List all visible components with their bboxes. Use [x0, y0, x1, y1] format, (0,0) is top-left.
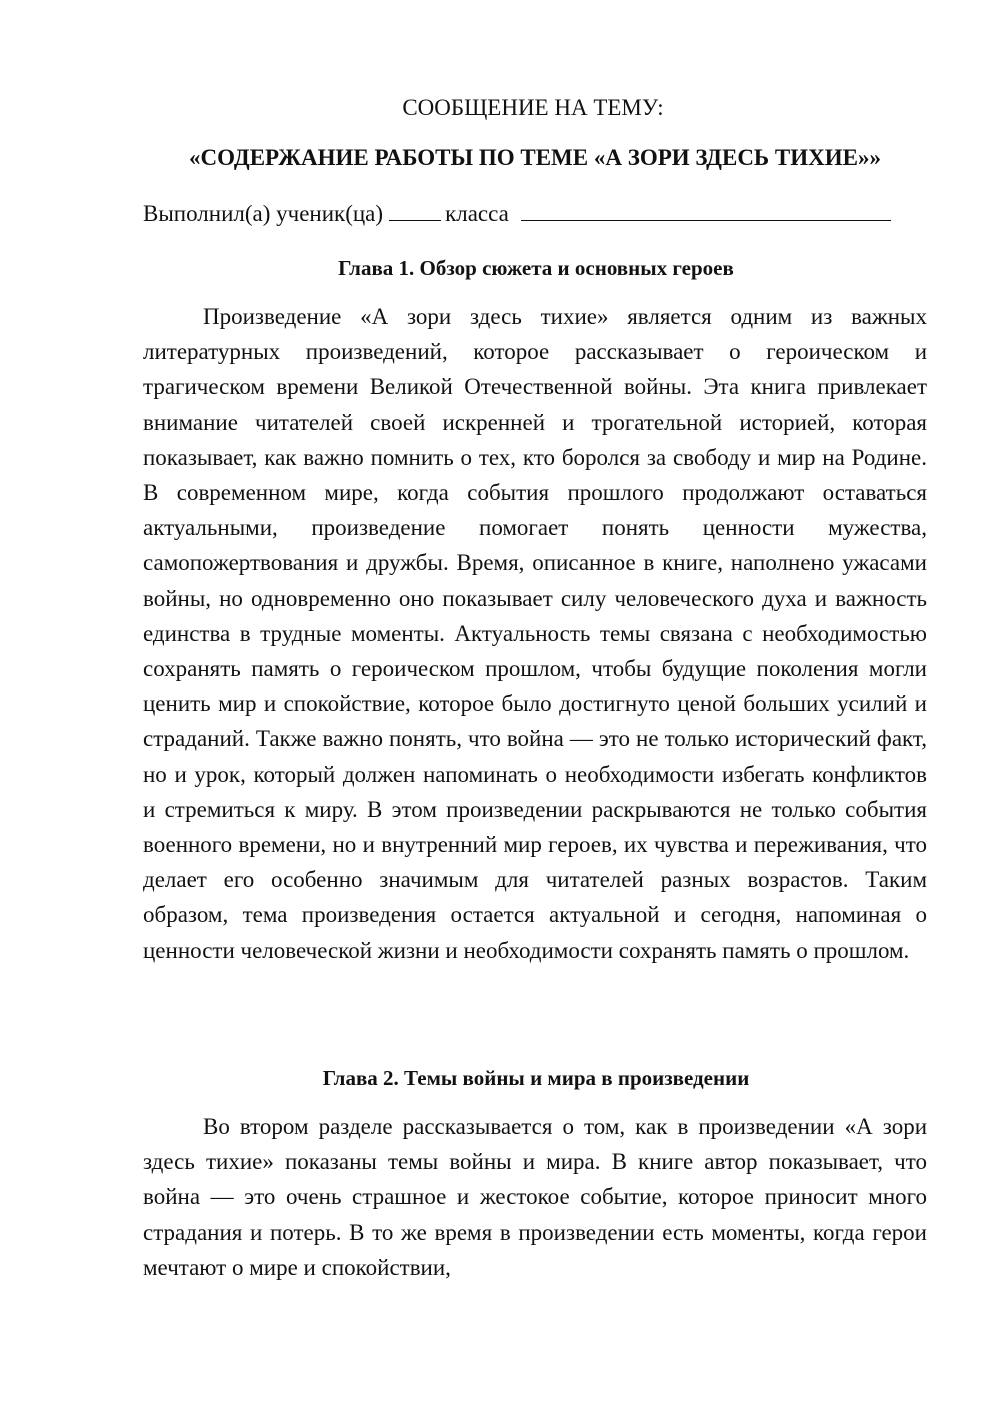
chapter-2-paragraph: Во втором разделе рассказывается о том, как в произведении «А зори здесь тихие» показаны темы войны и мира. В книге автор показывает, что война — это очень страшное и жестокое событие, которое приносит много страдания и потерь. В то же время в произведении есть моменты, когда герои мечтают о мире и спокойствии,	[143, 1114, 927, 1280]
author-line	[143, 198, 891, 229]
author-prefix-label: Выполнил(а) ученик(ца)	[143, 201, 384, 226]
class-number-blank	[389, 198, 441, 221]
student-name-blank	[521, 198, 891, 221]
chapter-1-paragraph: Произведение «А зори здесь тихие» является одним из важных литературных произведений, которое рассказывает о героическом и трагическом времени Великой Отечественной войны. Эта книга привлекает внимание читателей своей искренней и трогательной историей, которая показывает, как важно помнить о тех, кто боролся за свободу и мир на Родине. В современном мире, когда события прошлого продолжают оставаться актуальными, произведение помогает понять ценности мужества, самопожертвования и дружбы. Время, описанное в книге, наполнено ужасами войны, но одновременно оно показывает силу человеческого духа и важность единства в трудные моменты. Актуальность темы связана с необходимостью сохранять память о героическом прошлом, чтобы будущие поколения могли ценить мир и спокойствие, которое было достигнуто ценой больших усилий и страданий. Также важно понять, что война — это не только исторический факт, но и урок, который должен напоминать о необходимости избегать конфликтов и стремиться к миру. В этом произведении раскрываются не только события военного времени, но и внутренний мир героев, их чувства и переживания, что делает его особенно значимым для читателей разных возрастов. Таким образом, тема произведения остается актуальной и сегодня, напоминая о ценности человеческой жизни и необходимости сохранять память о прошлом.	[143, 304, 927, 963]
document-title-line-2: «СОДЕРЖАНИЕ РАБОТЫ ПО ТЕМЕ «А ЗОРИ ЗДЕСЬ ТИХИЕ»»	[189, 145, 881, 170]
class-label: класса	[445, 201, 509, 226]
document-title-line-1: СООБЩЕНИЕ НА ТЕМУ:	[402, 95, 664, 120]
chapter-2-title: Глава 2. Темы войны и мира в произведении	[322, 1066, 750, 1090]
chapter-1-title: Глава 1. Обзор сюжета и основных героев	[338, 256, 734, 280]
